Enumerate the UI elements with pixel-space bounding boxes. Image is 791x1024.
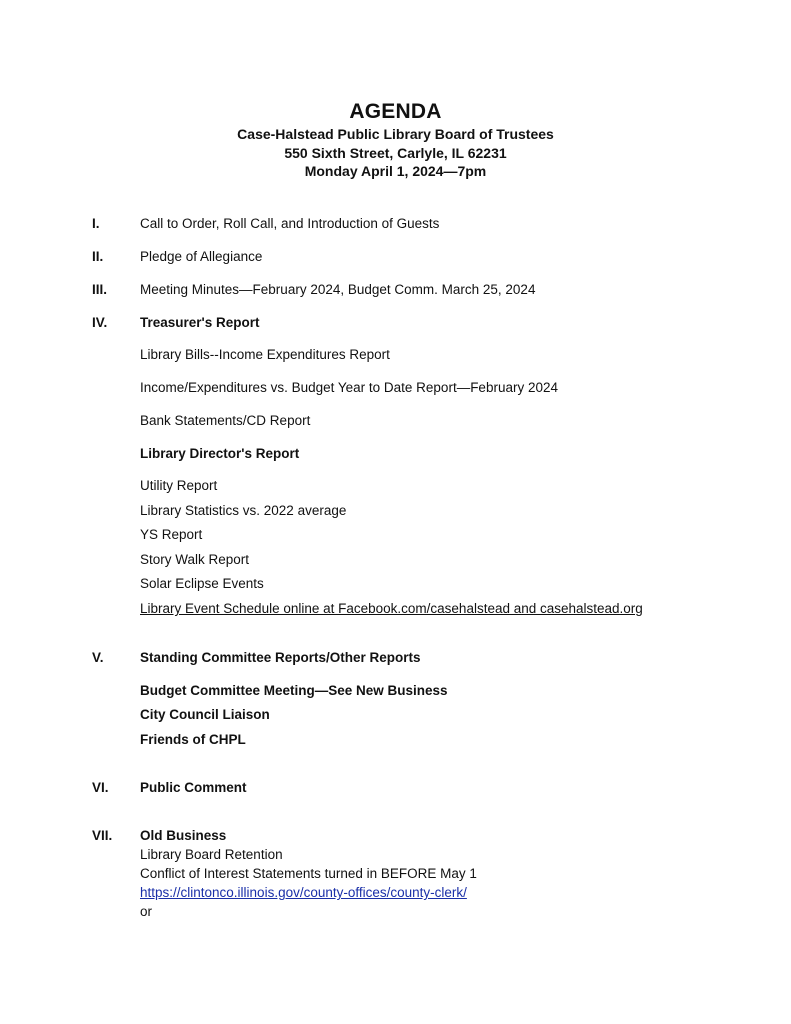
section-heading-old-business: Old Business <box>140 828 227 843</box>
line-ys-report: YS Report <box>140 527 203 542</box>
meeting-date: Monday April 1, 2024—7pm <box>304 163 487 179</box>
line-library-statistics: Library Statistics vs. 2022 average <box>140 503 347 518</box>
county-clerk-link[interactable]: https://clintonco.illinois.gov/county-offices/county-clerk/ <box>140 885 467 900</box>
item-call-to-order: Call to Order, Roll Call, and Introduction of Guests <box>140 216 440 231</box>
line-bank-statements: Bank Statements/CD Report <box>140 413 311 428</box>
item-meeting-minutes: Meeting Minutes—February 2024, Budget Comm. March 25, 2024 <box>140 282 536 297</box>
line-or: or <box>140 904 153 919</box>
section-heading-directors-report: Library Director's Report <box>140 446 300 461</box>
item-numeral-iii: III. <box>92 282 108 297</box>
section-heading-standing-committee: Standing Committee Reports/Other Reports <box>140 650 421 665</box>
item-numeral-vii: VII. <box>92 828 113 843</box>
section-heading-treasurers-report: Treasurer's Report <box>140 315 260 330</box>
line-board-retention: Library Board Retention <box>140 847 283 862</box>
agenda-title: AGENDA <box>349 100 442 123</box>
item-numeral-vi: VI. <box>92 780 109 795</box>
item-numeral-i: I. <box>92 216 100 231</box>
line-conflict-of-interest: Conflict of Interest Statements turned in BEFORE May 1 <box>140 866 477 881</box>
line-story-walk-report: Story Walk Report <box>140 552 250 567</box>
section-heading-public-comment: Public Comment <box>140 780 247 795</box>
item-numeral-iv: IV. <box>92 315 108 330</box>
line-solar-eclipse-events: Solar Eclipse Events <box>140 576 264 591</box>
line-utility-report: Utility Report <box>140 478 218 493</box>
organization-address: 550 Sixth Street, Carlyle, IL 62231 <box>284 145 507 161</box>
organization-name: Case-Halstead Public Library Board of Trustees <box>237 126 554 142</box>
line-city-council: City Council Liaison <box>140 707 270 722</box>
item-numeral-v: V. <box>92 650 104 665</box>
line-income-expenditures: Income/Expenditures vs. Budget Year to Date Report—February 2024 <box>140 380 558 395</box>
event-schedule-link[interactable]: Library Event Schedule online at Facebook.com/casehalstead and casehalstead.org <box>140 601 643 616</box>
item-pledge: Pledge of Allegiance <box>140 249 263 264</box>
line-library-bills: Library Bills--Income Expenditures Report <box>140 347 390 362</box>
item-numeral-ii: II. <box>92 249 104 264</box>
line-budget-committee: Budget Committee Meeting—See New Business <box>140 683 448 698</box>
line-friends-of-chpl: Friends of CHPL <box>140 732 246 747</box>
